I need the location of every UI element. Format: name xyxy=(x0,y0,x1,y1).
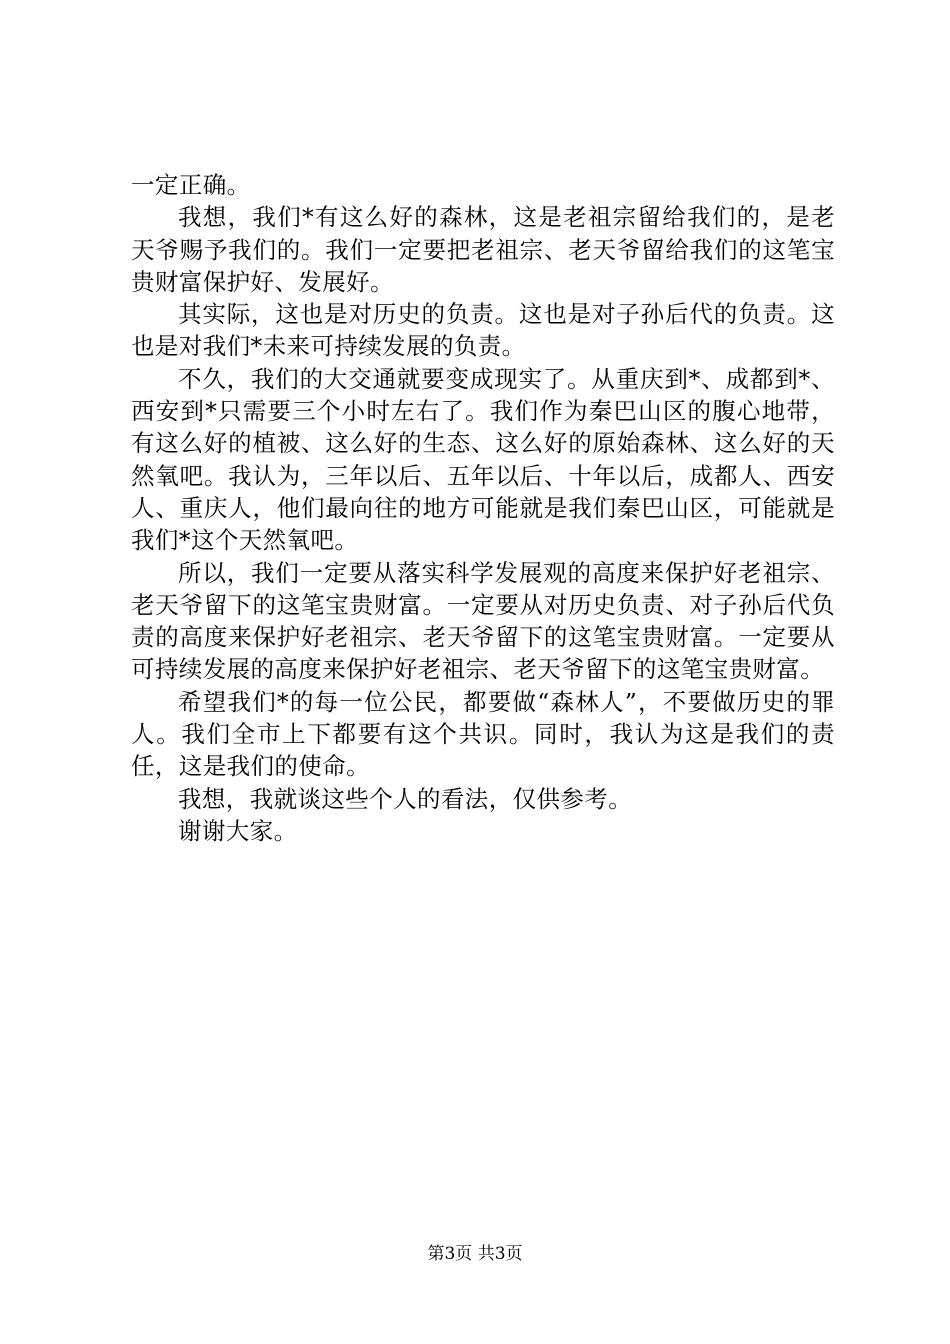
page-footer xyxy=(0,1244,950,1264)
paragraph-responsibility: 其实际，这也是对历史的负责。这也是对子孙后代的负责。这也是对我们*未来可持续发展的负责。 xyxy=(131,300,835,361)
document-body xyxy=(131,169,835,847)
paragraph-continuation: 一定正确。 xyxy=(131,171,251,199)
paragraph-transportation: 不久，我们的大交通就要变成现实了。从重庆到*、成都到*、西安到*只需要三个小时左右了。我们作为秦巴山区的腹心地带，有这么好的植被、这么好的生态、这么好的原始森林、这么好的天然氧吧。我认为，三年以后、五年以后、十年以后，成都人、西安人、重庆人，他们最向往的地方可能就是我们秦巴山区，可能就是我们*这个天然氧吧。 xyxy=(131,364,835,555)
paragraph-thanks: 谢谢大家。 xyxy=(178,816,298,845)
paragraph-closing-remarks: 我想，我就谈这些个人的看法，仅供参考。 xyxy=(178,784,633,813)
paragraph-forest-heritage: 我想，我们*有这么好的森林，这是老祖宗留给我们的，是老天爷赐予我们的。我们一定要把老祖宗、老天爷留给我们的这笔宝贵财富保护好、发展好。 xyxy=(131,203,835,296)
paragraph-protection: 所以，我们一定要从落实科学发展观的高度来保护好老祖宗、老天爷留下的这笔宝贵财富。一定要从对历史负责、对子孙后代负责的高度来保护好老祖宗、老天爷留下的这笔宝贵财富。一定要从可持续发展的高度来保护好老祖宗、老天爷留下的这笔宝贵财富。 xyxy=(131,558,835,684)
page-number-label: 第3页 共3页 xyxy=(427,1244,523,1264)
paragraph-citizens: 希望我们*的每一位公民，都要做“森林人”，不要做历史的罪人。我们全市上下都要有这个共识。同时，我认为这是我们的责任，这是我们的使命。 xyxy=(131,687,835,781)
